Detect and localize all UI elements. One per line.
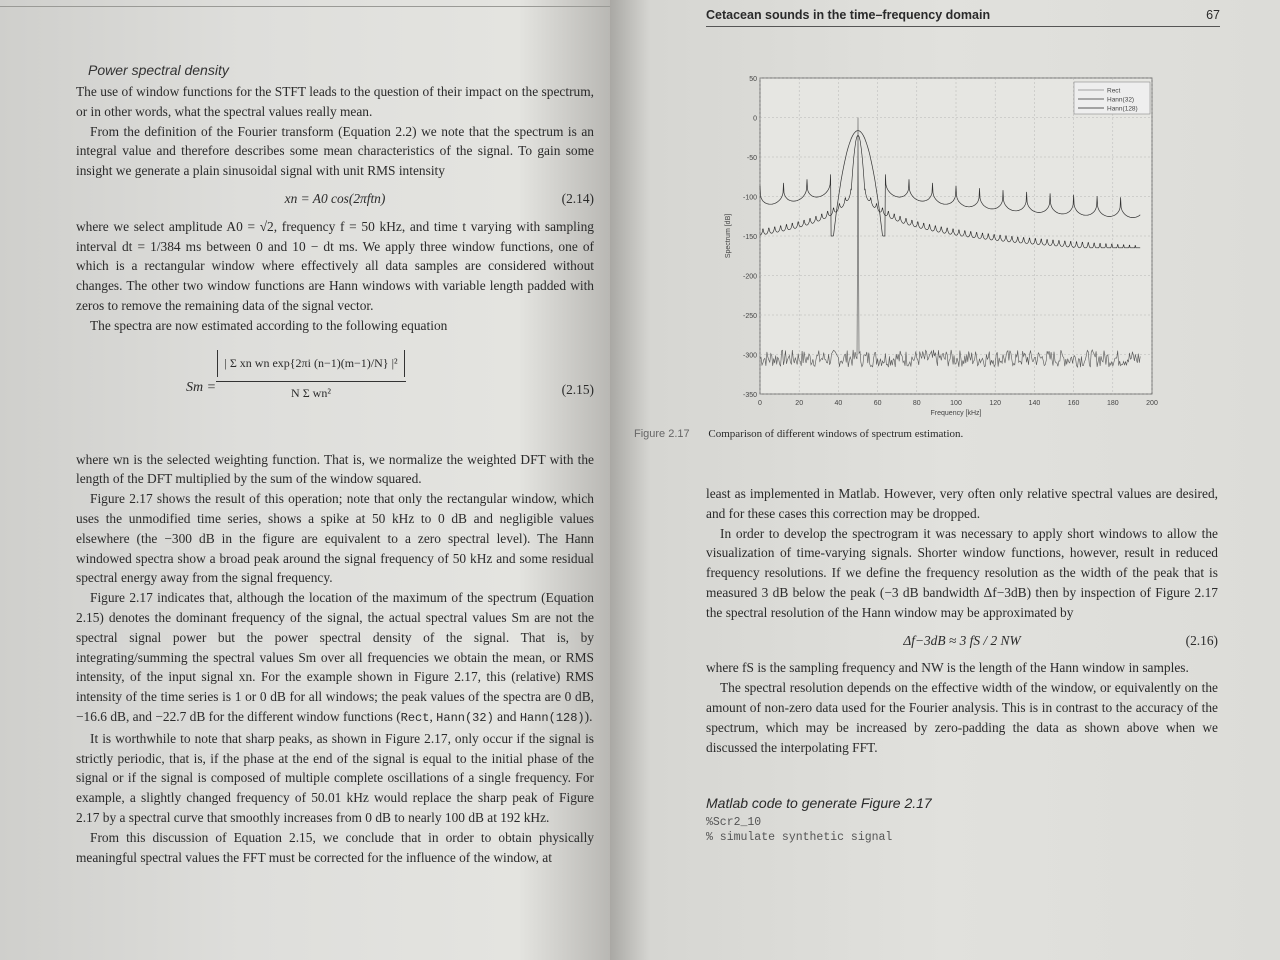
paragraph: least as implemented in Matlab. However, very often only relative spectral values are desired, and for these cases this correction may be dropped. xyxy=(706,486,1218,521)
section-title: Power spectral density xyxy=(88,62,229,78)
y-tick-label: -50 xyxy=(746,155,757,162)
legend-entry: Hann(32) xyxy=(1107,96,1135,104)
code-inline: Hann(128) xyxy=(519,710,585,725)
x-tick-label: 140 xyxy=(1028,400,1041,407)
equation-denominator: N Σ wn² xyxy=(291,385,331,400)
x-tick-label: 20 xyxy=(795,400,804,407)
paragraph: From the definition of the Fourier transform (Equation 2.2) we note that the spectrum is an integral value and therefore describes some mean characteristics of the signal. To gain some insight we generate a plain sinusoidal signal with unit RMS intensity xyxy=(76,123,594,179)
legend-entry: Hann(128) xyxy=(1107,105,1138,113)
left-page xyxy=(0,0,610,960)
y-tick-label: -200 xyxy=(742,273,757,281)
equation-2-14 xyxy=(76,189,594,209)
fraction-bar xyxy=(216,381,406,382)
code-line: %Scr2_10 xyxy=(706,816,762,830)
paragraph: where wn is the selected weighting function. That is, we normalize the weighted DFT with the length of the DFT multiplied by the sum of the window squared. xyxy=(76,451,594,487)
x-tick-label: 40 xyxy=(834,400,843,407)
paragraph: It is worthwhile to note that sharp peaks, as shown in Figure 2.17, only occur if the signal is strictly periodic, that is, if the phase at the end of the signal is equal to the initial phase of the signal or if the signal is composed of multiple complete oscillations of a single frequency. For example, a slightly changed frequency of 50.01 kHz would replace the sharp peak of Figure 2.17 by a spectral curve that smoothly increases from 0 dB to nearly 100 dB at 192 kHz. xyxy=(76,730,594,825)
x-tick-label: 120 xyxy=(989,400,1002,407)
equation-lhs: Sm = xyxy=(186,379,217,395)
y-tick-label: -300 xyxy=(742,352,757,360)
equation-2-15 xyxy=(76,346,594,442)
code-line: % simulate synthetic signal xyxy=(706,831,893,845)
paragraph: The spectral resolution depends on the effective width of the window, or equivalently on the amount of non-zero data used for the Fourier analysis. This is in contrast to the accuracy of the spectrum, which may be increased by zero-padding the data as shown above when we discussed the interpolating FFT. xyxy=(706,680,1218,755)
y-tick-label: -150 xyxy=(742,234,757,241)
x-tick-label: 100 xyxy=(950,400,962,407)
paragraph: Figure 2.17 shows the result of this operation; note that only the rectangular window, which uses the unmodified time series, shows a spike at 50 kHz to 0 dB and negligible values elsewhere (the −300 dB in the figure are equivalent to a zero spectral level). The Hann windowed spectra show a broad peak around the signal frequency of 50 kHz and some residual spectral energy away from the signal frequency. xyxy=(76,491,594,586)
legend-entry: Rect xyxy=(1107,87,1121,95)
y-tick-label: -350 xyxy=(742,392,757,399)
spectrum-chart xyxy=(700,60,1170,430)
x-axis-label: Frequency [kHz] xyxy=(930,410,982,417)
text: Figure 2.17 indicates that, although the location of the maximum of the spectrum (Equation 2.15) denotes the dominant frequency of the signal, the actual spectral values Sm are not the spectral signal power but the power spectral density of the signal. That is, by integrating/summing the spectral values Sm over all frequencies we obtain the mean, or RMS intensity, of the input signal xn. For the example shown in Figure 2.17, this (relative) RMS intensity of the time series is 1 or 0 dB for all windows; the peak values of the spectra are 0 dB, −16.6 dB, and −22.7 dB for the different window functions ( xyxy=(76,590,594,724)
paragraph: The spectra are now estimated according to the following equation xyxy=(90,317,448,333)
paragraph: In order to develop the spectrogram it was necessary to apply short windows to allow the visualization of time-varying signals. Shorter window functions, however, result in reduced frequency resolutions. If we define the frequency resolution as the width of the peak that is measured 3 dB below the peak (−3 dB bandwidth Δf−3dB) then by inspection of Figure 2.17 the spectral resolution of the Hann window may be approximated by xyxy=(706,525,1218,620)
caption-text: Comparison of different windows of spectrum estimation. xyxy=(708,428,964,440)
x-tick-label: 0 xyxy=(758,400,762,407)
equation-text: Δf−3dB ≈ 3 fS / 2 NW xyxy=(903,632,1021,648)
paragraph: where we select amplitude A0 = √2, frequency f = 50 kHz, and time t varying with sampling interval dt = 1/384 ms between 0 and 10 − dt ms. We apply three window functions, one of which is a rectangular window where effectively all data samples are considered without changes. The other two window functions are Hann windows with variable length padded with zeros to remove the remaining data of the signal vector. xyxy=(76,218,594,313)
paragraph: where fS is the sampling frequency and NW is the length of the Hann window in samples. xyxy=(706,660,1189,676)
page-number: 67 xyxy=(1206,8,1220,22)
y-tick-label: -100 xyxy=(742,194,757,202)
code-inline: Hann(32) xyxy=(436,710,494,725)
y-axis-label: Spectrum [dB] xyxy=(725,213,732,259)
y-tick-label: 50 xyxy=(749,76,757,83)
x-tick-label: 60 xyxy=(873,400,882,407)
code-inline: Rect xyxy=(400,710,430,725)
x-tick-label: 200 xyxy=(1146,400,1158,407)
x-tick-label: 80 xyxy=(912,400,921,407)
left-body xyxy=(76,82,594,867)
equation-number: (2.16) xyxy=(1185,632,1218,648)
equation-numerator: | Σ xn wn exp{2πi (n−1)(m−1)/N} |² xyxy=(217,350,404,377)
equation-fraction xyxy=(216,350,406,401)
top-rule xyxy=(0,0,610,7)
text: ). xyxy=(584,708,593,724)
right-page xyxy=(610,0,1280,960)
equation-text: xn = A0 cos(2πftn) xyxy=(284,190,386,206)
y-tick-label: 0 xyxy=(753,115,757,123)
figure-caption xyxy=(634,428,963,440)
code-title: Matlab code to generate Figure 2.17 xyxy=(706,795,932,812)
x-tick-label: 180 xyxy=(1106,400,1119,407)
text: and xyxy=(493,708,520,724)
equation-2-16 xyxy=(706,631,1218,651)
paragraph: The use of window functions for the STFT leads to the question of their impact on the spectrum, or in other words, what the spectral values really mean. xyxy=(76,84,594,119)
x-tick-label: 160 xyxy=(1067,400,1080,407)
equation-number: (2.14) xyxy=(561,190,594,206)
paragraph: Figure 2.17 indicates that, although the location of the maximum of the spectrum (Equation 2.15) denotes the dominant frequency of the signal, the actual spectral values Sm are not the spectral signal power but the power spectral density of the signal. That is, by integrating/summing the spectral values Sm over all frequencies we obtain the mean, or RMS intensity, of the input signal xn. For the example shown in Figure 2.17, this (relative) RMS intensity of the time series is 1 or 0 dB for all windows; the peak values of the spectra are 0 dB, −16.6 dB, and −22.7 dB for the different window functions (Rect, Hann(32) and Hann(128)). xyxy=(76,590,594,725)
right-body xyxy=(706,484,1218,845)
equation-number: (2.15) xyxy=(561,381,594,397)
caption-label: Figure 2.17 xyxy=(634,428,690,440)
y-tick-label: -250 xyxy=(742,313,757,320)
paragraph: From this discussion of Equation 2.15, we conclude that in order to obtain physically meaningful spectral values the FFT must be corrected for the influence of the window, at xyxy=(76,829,594,865)
running-head xyxy=(706,8,1220,27)
running-head-title: Cetacean sounds in the time–frequency domain xyxy=(706,8,991,22)
